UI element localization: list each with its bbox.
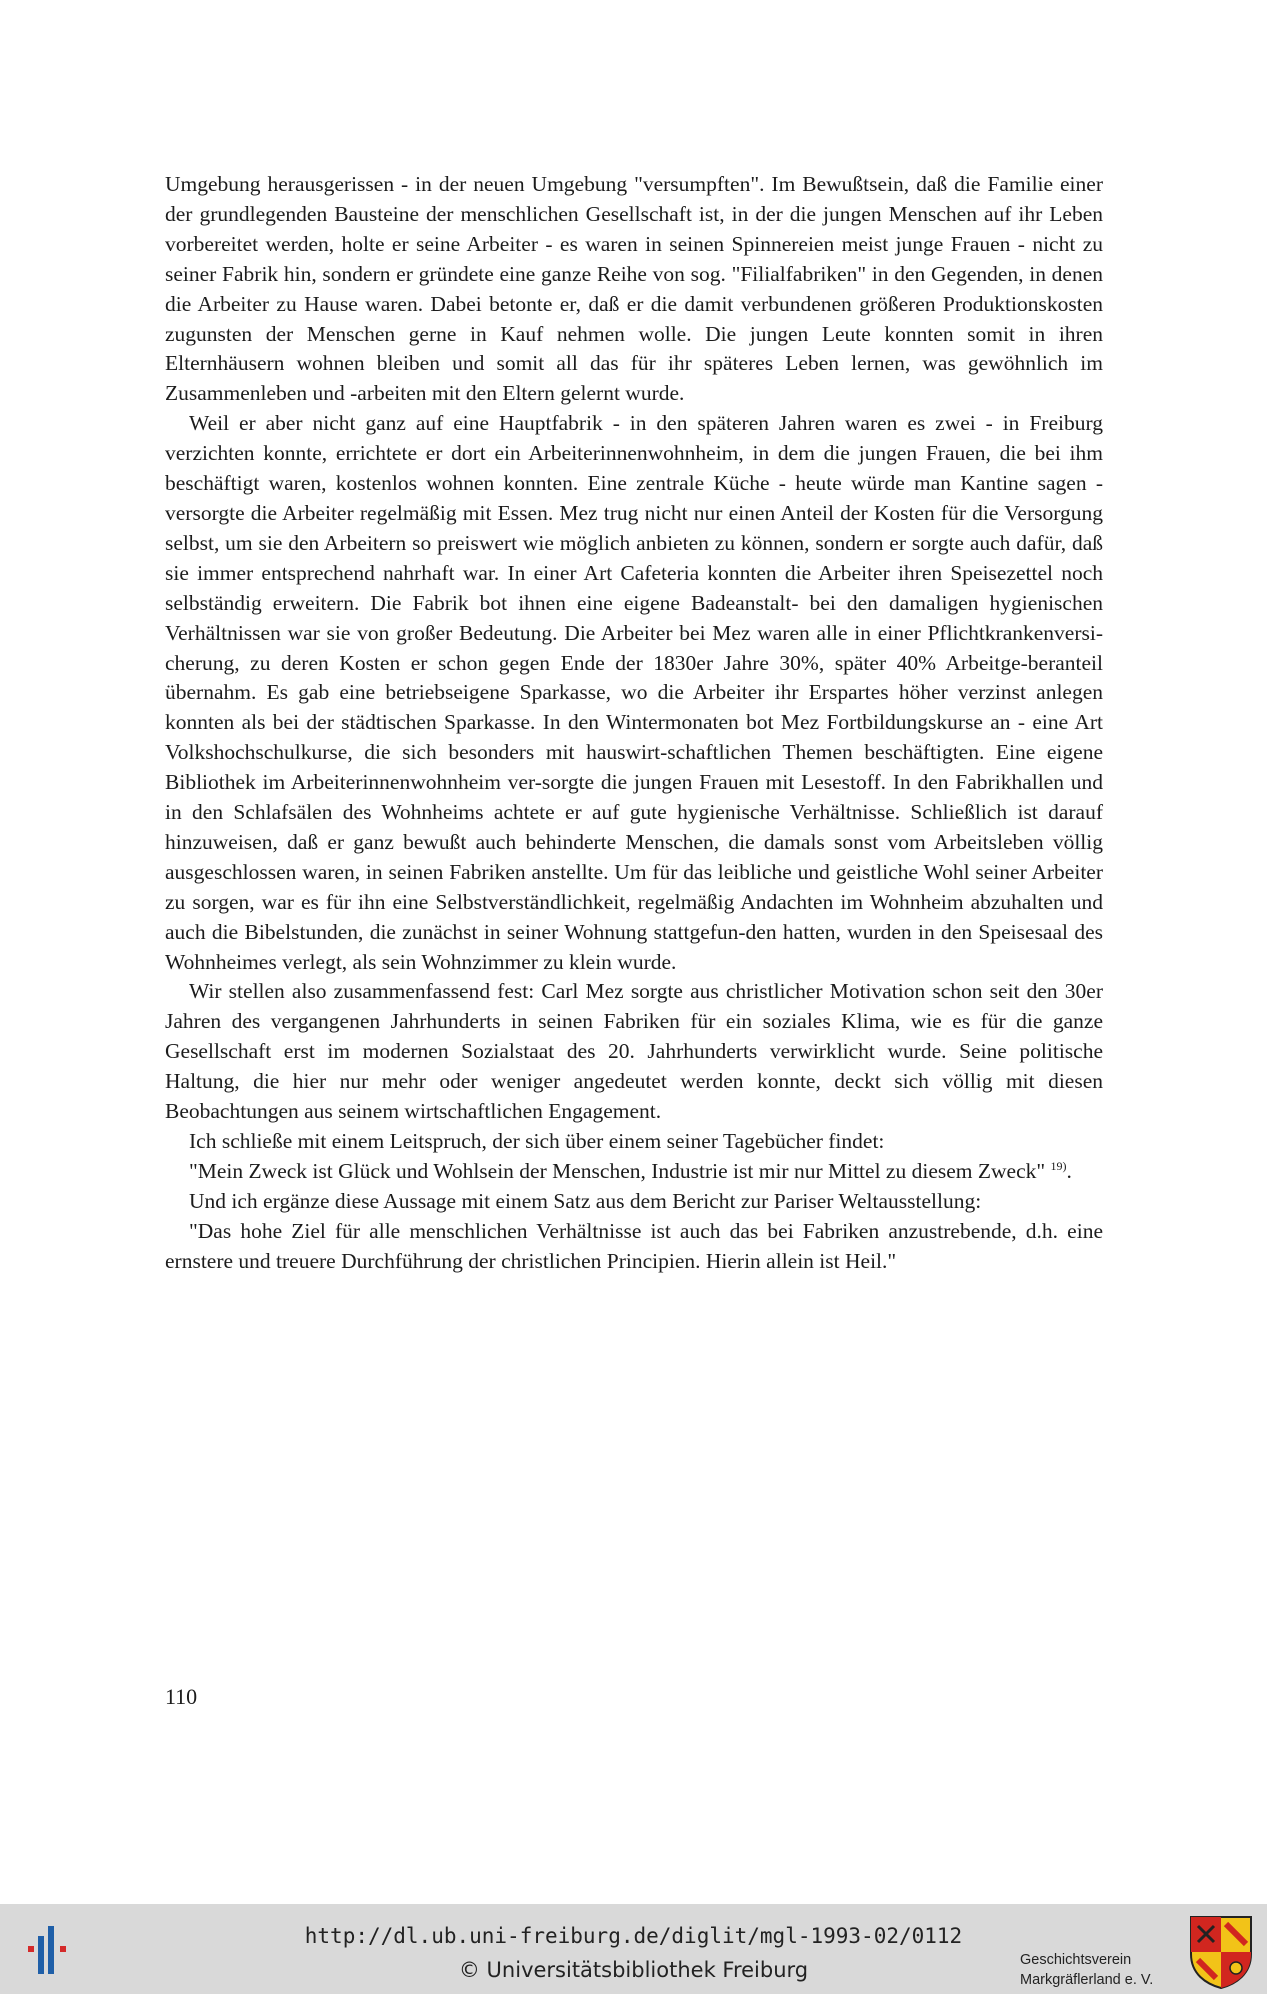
paragraph-6: Und ich ergänze diese Aussage mit einem Satz aus dem Bericht zur Pariser Weltausstellung: <box>189 1188 982 1213</box>
quote-period: . <box>1066 1158 1072 1183</box>
footnote-marker: 19) <box>1050 1158 1067 1173</box>
society-name-line-1: Geschichtsverein <box>1020 1952 1132 1968</box>
paragraph-7: "Das hohe Ziel für alle menschlichen Verhältnisse ist auch das bei Fabriken anzustrebende, d.h. eine ernstere und treuere Durchführung der christlichen Principien. Hierin allein ist Heil." <box>165 1218 1103 1273</box>
paragraph-2: Weil er aber nicht ganz auf eine Hauptfabrik - in den späteren Jahren waren es zwei - in Freiburg verzichten konnte, errichtete er dort ein Arbeiterinnenwohnheim, in dem die jungen Frauen, die bei ihm beschäftigt waren, kostenlos wohnen konnten. Eine zentrale Küche - heute würde man Kantine sagen - versorgte die Arbeiter regelmäßig mit Essen. Mez trug nicht nur einen Anteil der Kosten für die Versorgung selbst, um sie den Arbeitern so preiswert wie möglich anbieten zu können, sondern er sorgte auch dafür, daß sie immer entsprechend nahrhaft war. In einer Art Cafeteria konnten die Arbeiter ihren Speisezettel noch selbständig erweitern. Die Fabrik bot ihnen eine eigene Badeanstalt- bei den damaligen hygienischen Verhältnissen war sie von großer Bedeutung. Die Arbeiter bei Mez waren alle in einer Pflichtkrankenversi-cherung, zu deren Kosten er schon gegen Ende der 1830er Jahre 30%, später 40% Arbeitge-beranteil übernahm. Es gab eine betriebseigene Sparkasse, wo die Arbeiter ihr Erspartes höher verzinst anlegen konnten als bei der städtischen Sparkasse. In den Wintermonaten bot Mez Fortbildungskurse an - eine Art Volkshochschulkurse, die sich besonders mit hauswirt-schaftlichen Themen beschäftigten. Eine eigene Bibliothek im Arbeiterinnenwohnheim ver-sorgte die jungen Frauen mit Lesestoff. In den Fabrikhallen und in den Schlafsälen des Wohnheims achtete er auf gute hygienische Verhältnisse. Schließlich ist darauf hinzuweisen, daß er ganz bewußt auch behinderte Menschen, die damals sonst vom Arbeitsleben völlig ausgeschlossen waren, in seinen Fabriken anstellte. Um für das leibliche und geistliche Wohl seiner Arbeiter zu sorgen, war es für ihn eine Selbstverständlichkeit, regelmäßig Andachten im Wohnheim abzuhalten und auch die Bibelstunden, die zunächst in seiner Wohnung stattgefun-den hatten, wurden in den Speisesaal des Wohnheimes verlegt, als sein Wohnzimmer zu klein wurde. <box>165 411 1103 974</box>
body-text <box>165 170 1103 1277</box>
quote-text: "Mein Zweck ist Glück und Wohlsein der Menschen, Industrie ist mir nur Mittel zu diesem Zweck" <box>189 1158 1046 1183</box>
paragraph-4: Ich schließe mit einem Leitspruch, der sich über einem seiner Tagebücher findet: <box>189 1129 885 1153</box>
society-name <box>1020 1950 1180 1990</box>
footer-bar <box>0 1904 1267 1994</box>
society-name-line-2: Markgräflerland e. V. <box>1020 1972 1154 1988</box>
source-url-link[interactable]: http://dl.ub.uni-freiburg.de/diglit/mgl-1993-02/0112 <box>304 1924 963 1948</box>
paragraph-3: Wir stellen also zusammenfassend fest: Carl Mez sorgte aus christlicher Motivation schon seit den 30er Jahren des vergangenen Jahrhunderts in seinen Fabriken für ein soziales Klima, wie es für die ganze Gesellschaft erst im modernen Sozialstaat des 20. Jahrhunderts verwirklicht wurde. Seine politische Haltung, die hier nur mehr oder weniger angedeutet werden konnte, deckt sich völlig mit diesen Beobachtungen aus seinem wirtschaftlichen Engagement. <box>165 979 1103 1124</box>
paragraph-1: Umgebung herausgerissen - in der neuen Umgebung "versumpften". Im Bewußtsein, daß die Familie einer der grundlegenden Bausteine der menschlichen Gesellschaft ist, in der die jungen Menschen auf ihr Leben vorbereitet werden, holte er seine Arbeiter - es waren in seinen Spinnereien meist junge Frauen - nicht zu seiner Fabrik hin, sondern er gründete eine ganze Reihe von sog. "Filialfabriken" in den Gegenden, in denen die Arbeiter zu Hause waren. Dabei betonte er, daß er die damit verbundenen größeren Produktionskosten zugunsten der Menschen gerne in Kauf nehmen wolle. Die jungen Leute konnten somit in ihren Elternhäusern wohnen bleiben und somit all das für ihr späteres Leben lernen, was gewöhnlich im Zusammenleben und -arbeiten mit den Eltern gelernt wurde. <box>165 172 1103 406</box>
copyright-text: © Universitätsbibliothek Freiburg <box>458 1958 809 1982</box>
markgraeflerland-crest-icon <box>1188 1914 1254 1990</box>
paragraph-5 <box>165 1157 1103 1187</box>
page-number: 110 <box>165 1684 198 1709</box>
